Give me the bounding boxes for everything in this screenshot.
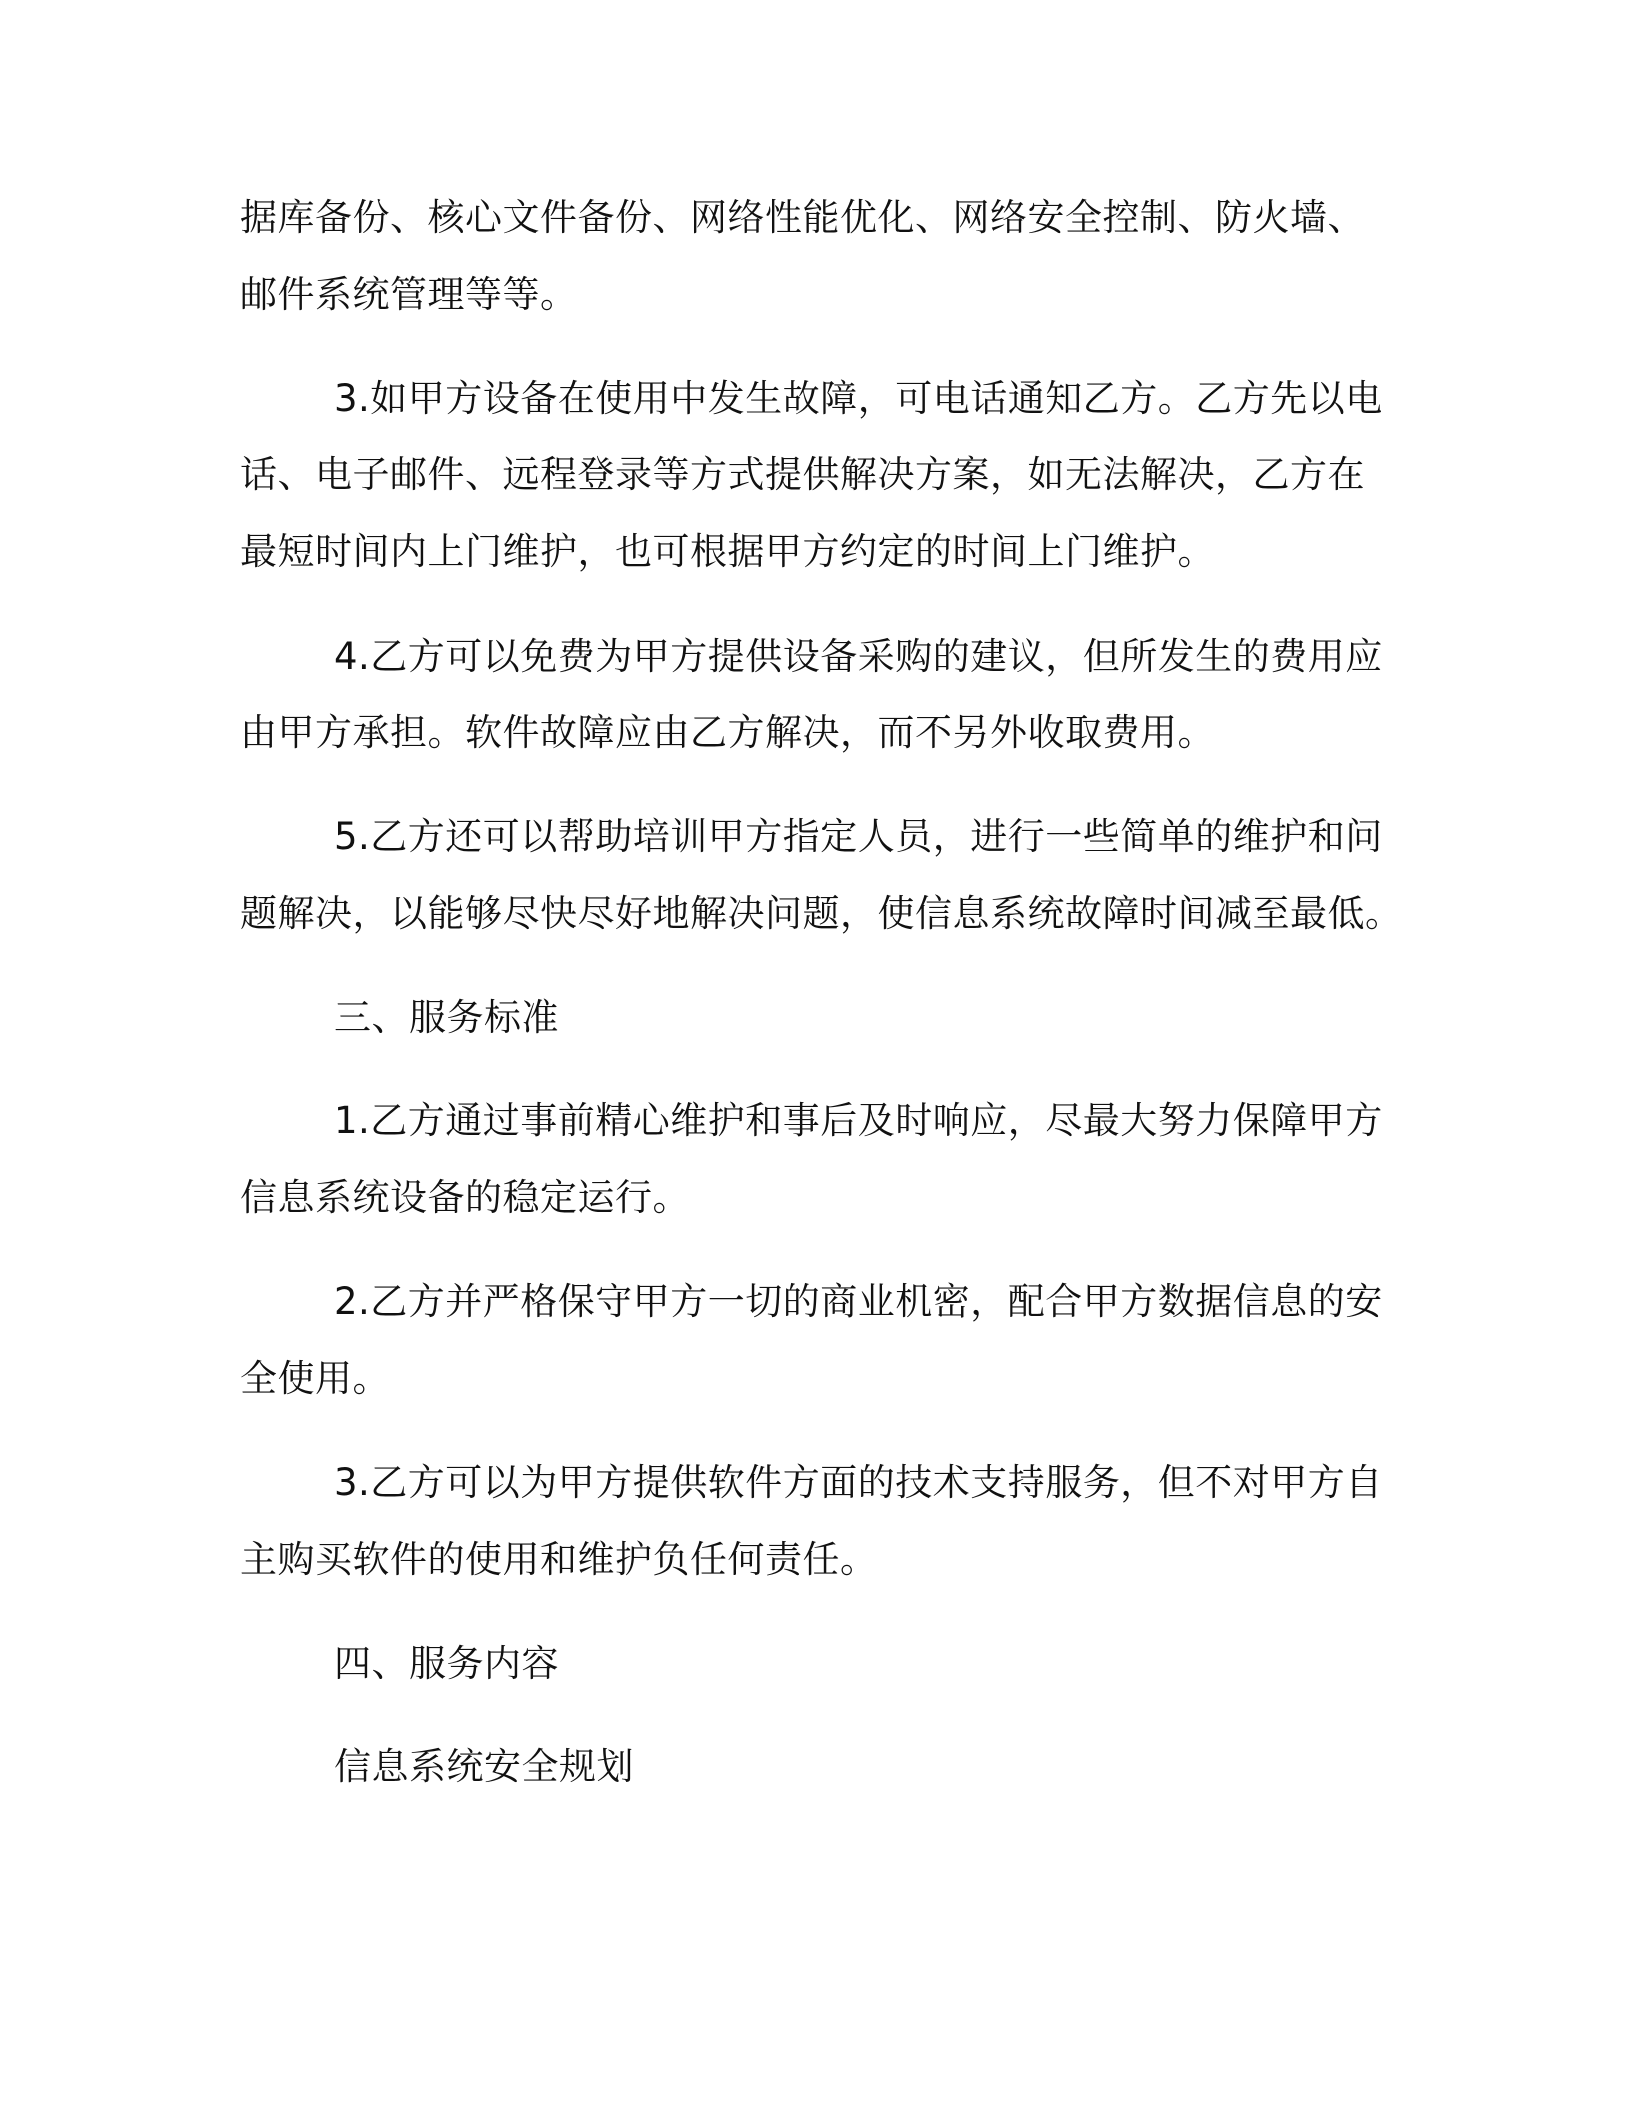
section-heading: 四、服务内容 bbox=[334, 1642, 559, 1685]
text-line: 由甲方承担。软件故障应由乙方解决，而不另外收取费用。 bbox=[240, 711, 1215, 754]
paragraph-first-line: 5.乙方还可以帮助培训甲方指定人员，进行一些简单的维护和问 bbox=[334, 815, 1383, 858]
text-line: 话、电子邮件、远程登录等方式提供解决方案，如无法解决，乙方在 bbox=[240, 453, 1365, 496]
paragraph-first-line: 2.乙方并严格保守甲方一切的商业机密，配合甲方数据信息的安 bbox=[334, 1280, 1383, 1323]
text-line: 据库备份、核心文件备份、网络性能优化、网络安全控制、防火墙、 bbox=[240, 196, 1365, 239]
text-line: 主购买软件的使用和维护负任何责任。 bbox=[240, 1538, 878, 1581]
subsection-heading: 信息系统安全规划 bbox=[334, 1745, 634, 1788]
text-line: 题解决，以能够尽快尽好地解决问题，使信息系统故障时间减至最低。 bbox=[240, 892, 1403, 935]
text-line: 全使用。 bbox=[240, 1357, 390, 1400]
paragraph-first-line: 3.如甲方设备在使用中发生故障，可电话通知乙方。乙方先以电 bbox=[334, 377, 1383, 420]
paragraph-first-line: 3.乙方可以为甲方提供软件方面的技术支持服务，但不对甲方自 bbox=[334, 1461, 1383, 1504]
text-line: 最短时间内上门维护，也可根据甲方约定的时间上门维护。 bbox=[240, 530, 1215, 573]
text-line: 信息系统设备的稳定运行。 bbox=[240, 1176, 690, 1219]
paragraph-first-line: 1.乙方通过事前精心维护和事后及时响应，尽最大努力保障甲方 bbox=[334, 1099, 1383, 1142]
section-heading: 三、服务标准 bbox=[334, 996, 559, 1039]
paragraph-first-line: 4.乙方可以免费为甲方提供设备采购的建议，但所发生的费用应 bbox=[334, 635, 1383, 678]
text-line: 邮件系统管理等等。 bbox=[240, 273, 578, 316]
